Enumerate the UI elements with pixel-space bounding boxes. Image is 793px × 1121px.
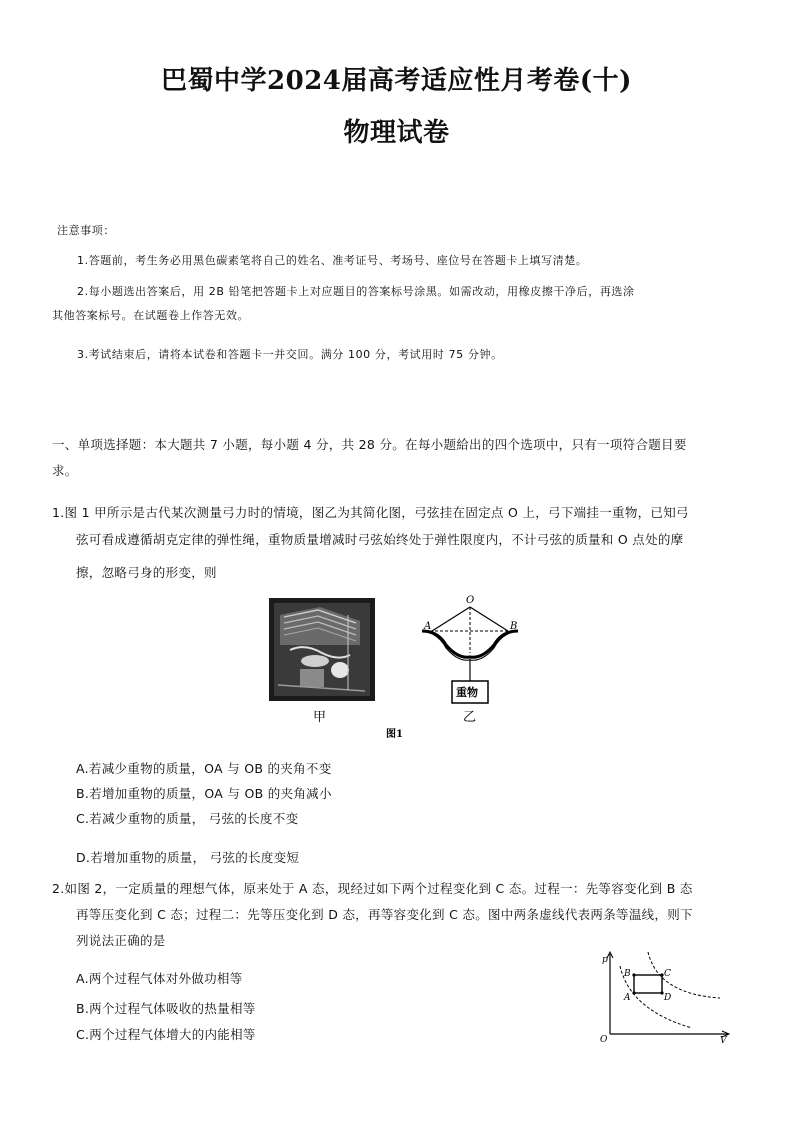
notes-heading: 注意事项： (57, 224, 115, 237)
origin-label: O (600, 1035, 608, 1044)
q2-stem-line-1: 2.如图 2，一定质量的理想气体，原来处于 A 态，现经过如下两个过程变化到 C 态。过程一：先等容变化到 B 态 (52, 881, 693, 896)
label-b: B (510, 621, 518, 632)
figure-label-jia: 甲 (313, 710, 327, 725)
q1-stem-line-3: 擦，忽略弓身的形变，则 (76, 565, 217, 580)
ancient-scene-photo (269, 598, 375, 701)
point-c-label: C (664, 969, 671, 979)
q1-stem-line-2: 弦可看成遵循胡克定律的弹性绳，重物质量增减时弓弦始终处于弹性限度内，不计弓弦的质量和 O 点处的摩 (76, 532, 684, 547)
section-heading: 一、单项选择题：本大题共 7 小题，每小题 4 分，共 28 分。在每小题給出的四个选项中，只有一项符合题目要 (52, 437, 687, 452)
page-title: 巴蜀中学2024届高考适应性月考卷(十) (161, 66, 632, 96)
q1-option-d: D.若增加重物的质量， 弓弦的长度变短 (76, 850, 300, 865)
axis-v-label: V (720, 1036, 727, 1044)
section-heading-cont: 求。 (52, 463, 78, 478)
q2-option-b: B.两个过程气体吸收的热量相等 (76, 1001, 256, 1016)
figure-caption: 图1 (386, 729, 403, 740)
point-a-label: A (624, 993, 631, 1003)
figure-label-yi: 乙 (463, 710, 477, 725)
point-d-label: D (664, 993, 672, 1003)
axis-p-label: p (602, 955, 608, 965)
label-o: O (466, 595, 475, 606)
q2-option-a: A.两个过程气体对外做功相等 (76, 971, 243, 986)
label-a: A (424, 621, 432, 632)
note-item-1: 1.答题前，考生务必用黑色碳素笔将自己的姓名、准考证号、考场号、座位号在答题卡上填写清楚。 (77, 254, 588, 267)
pv-graph (596, 948, 738, 1044)
q2-stem-line-2: 再等压变化到 C 态；过程二：先等压变化到 D 态，再等容变化到 C 态。图中两条虚线代表两条等温线，则下 (76, 907, 693, 922)
page-subtitle: 物理试卷 (343, 118, 450, 148)
q1-option-c: C.若减少重物的质量， 弓弦的长度不变 (76, 811, 299, 826)
q2-option-c: C.两个过程气体增大的内能相等 (76, 1027, 256, 1042)
q1-option-b: B.若增加重物的质量，OA 与 OB 的夹角减小 (76, 786, 332, 801)
q1-option-a: A.若减少重物的质量，OA 与 OB 的夹角不变 (76, 761, 332, 776)
point-b-label: B (624, 969, 631, 979)
figure-1 (260, 595, 550, 745)
note-item-2: 2.每小题选出答案后，用 2B 铅笔把答题卡上对应题目的答案标号涂黑。如需改动，用橡皮擦干净后，再选涂 (77, 285, 635, 298)
q2-stem-line-3: 列说法正确的是 (76, 933, 166, 948)
q1-stem-line-1: 1.图 1 甲所示是古代某次测量弓力时的情境，图乙为其简化图，弓弦挂在固定点 O 上，弓下端挂一重物，已知弓 (52, 505, 689, 520)
note-item-2-cont: 其他答案标号。在试题卷上作答无效。 (52, 309, 250, 322)
note-item-3: 3.考试结束后，请将本试卷和答题卡一并交回。满分 100 分，考试用时 75 分钟。 (77, 348, 503, 361)
weight-label: 重物 (456, 686, 478, 699)
